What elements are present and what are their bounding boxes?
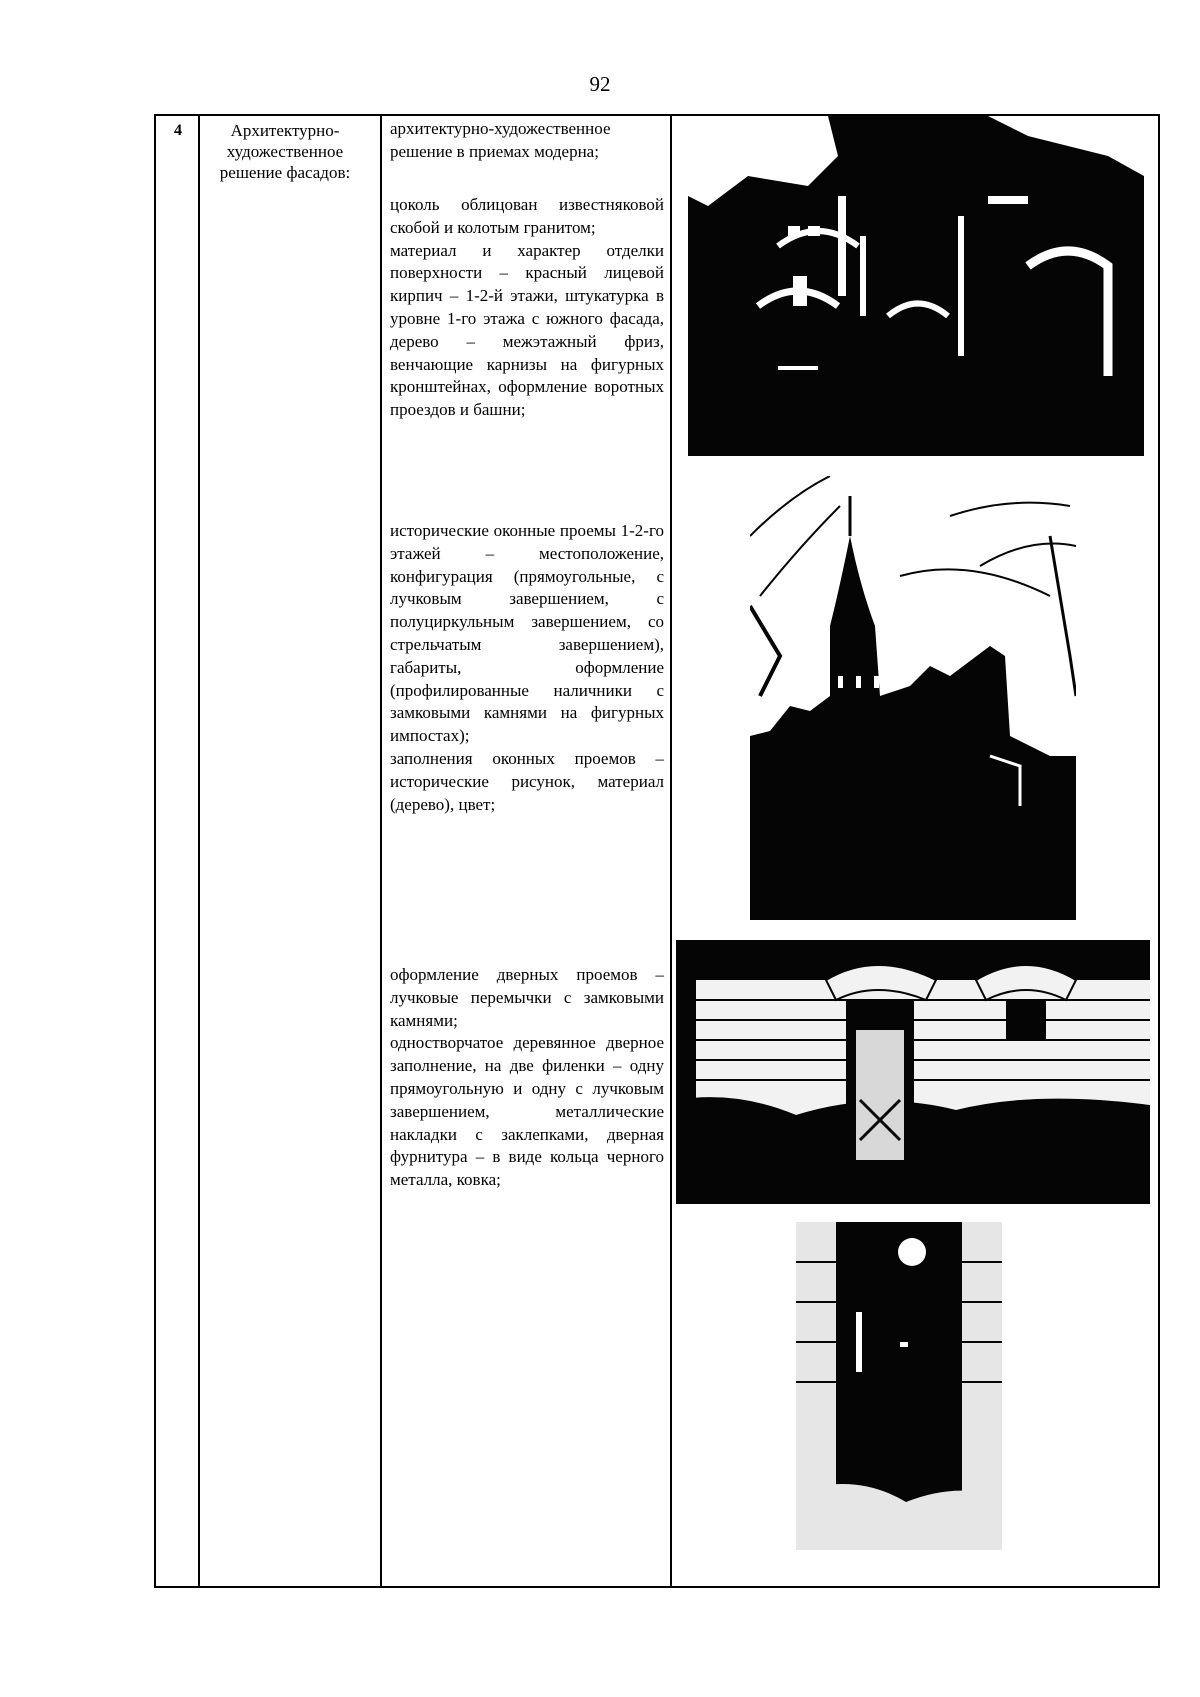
description-window-fillings-text: заполнения оконных проемов – исторические рисунок, материал (дерево), цвет; [390, 748, 664, 814]
tower-photo [750, 476, 1076, 920]
column-divider [670, 116, 672, 1586]
description-door-filling-text: одностворчатое деревянное дверное заполнение, на две филенки – одну прямоугольную и одну с лучковым завершением, металлические накладки с заклепками, дверная фурнитура – в виде кольца черного металла, ковка; [390, 1033, 664, 1190]
feature-name: Архитектурно-художественное решение фасадов: [219, 121, 351, 182]
column-divider [380, 116, 382, 1586]
row-number: 4 [174, 122, 182, 139]
column-divider [198, 116, 200, 1586]
description-block-doors [390, 964, 664, 1192]
page-number: 92 [589, 72, 611, 96]
description-style-text: архитектурно-художественное решение в приемах модерна; [390, 119, 611, 161]
description-window-openings-text: исторические оконные проемы 1-2-го этажей – местоположение, конфигурация (прямоугольные, с лучковым завершением, с полуциркульным завершением, со стрельчатым завершением), габариты, оформление (профилированные наличники с замковыми камнями на фигурных импостах); [390, 521, 664, 746]
door-facade-photo [676, 940, 1150, 1204]
door-detail-photo [796, 1222, 1002, 1550]
description-block-windows [390, 520, 664, 816]
protected-features-table [154, 114, 1160, 1588]
description-block-style [390, 118, 664, 164]
description-materials-text: материал и характер отделки поверхности – красный лицевой кирпич – 1-2-й этажи, штукатурка в уровне 1-го этажа с южного фасада, дерево – межэтажный фриз, венчающие карнизы на фигурных кронштейнах, оформление воротных проездов и башни; [390, 240, 664, 420]
facade-photo [688, 116, 1144, 456]
description-block-materials [390, 194, 664, 422]
description-plinth-text: цоколь облицован известняковой скобой и колотым гранитом; [390, 195, 664, 237]
description-door-openings-text: оформление дверных проемов – лучковые перемычки с замковыми камнями; [390, 965, 664, 1030]
